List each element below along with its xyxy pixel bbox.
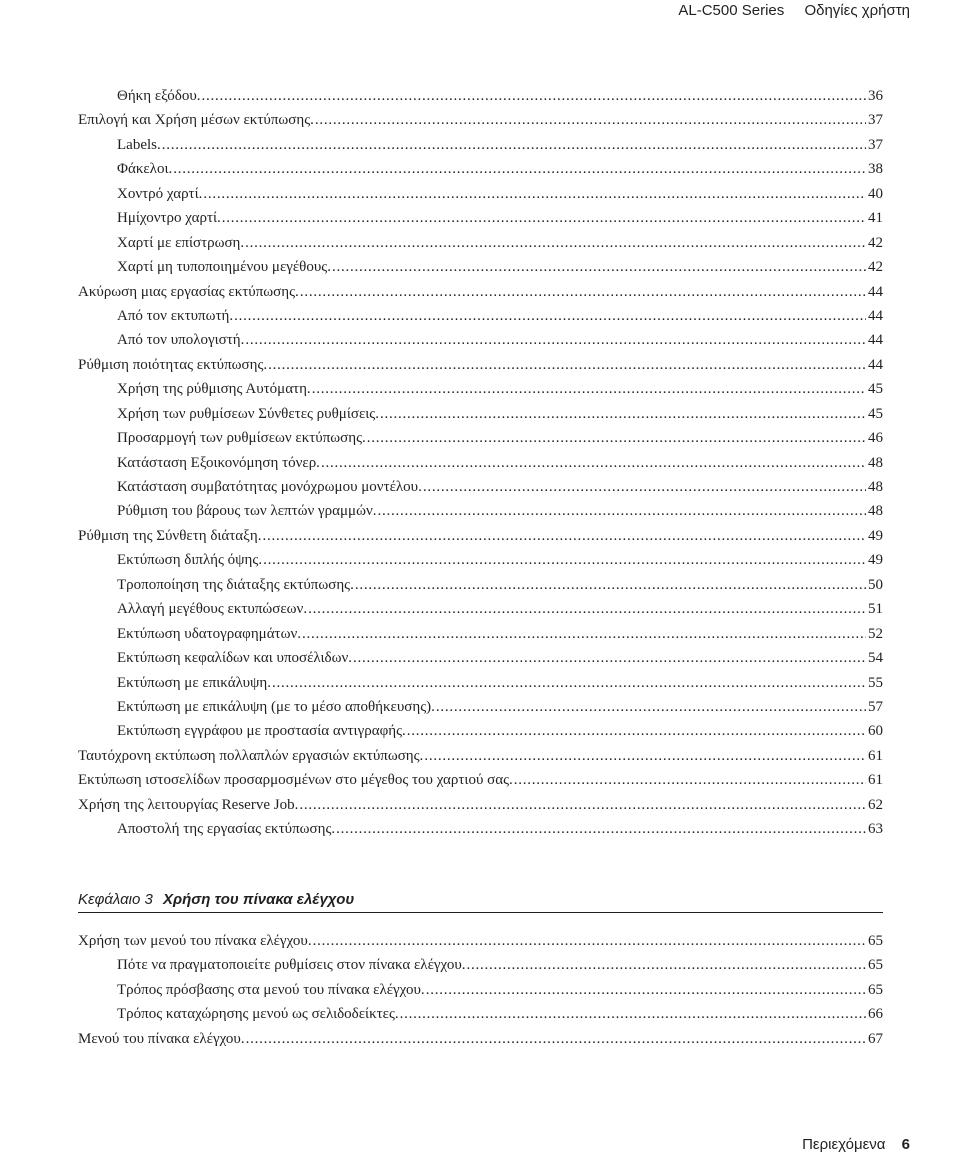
toc-entry-title: Χρήση των μενού του πίνακα ελέγχου.	[78, 933, 312, 949]
toc-entry-page: 51	[868, 601, 883, 618]
chapter-label: Κεφάλαιο 3	[78, 891, 153, 908]
toc-entry-title: Χρήση της λειτουργίας Reserve Job.	[78, 796, 299, 813]
toc-entry-title: Τρόπος καταχώρησης μενού ως σελιδοδείκτες.	[117, 1006, 399, 1023]
toc-entry-page: 63	[868, 821, 883, 838]
toc-entry-page: 61	[868, 772, 883, 789]
toc-entry-page: 44	[868, 283, 883, 300]
toc-entry-page: 67	[868, 1030, 883, 1047]
toc-entry-page: 48	[868, 454, 883, 471]
toc-entry-page: 41	[868, 210, 883, 227]
toc-entry-title: Εκτύπωση με επικάλυψη (με το μέσο αποθήκευσης).	[117, 698, 435, 715]
document-subtitle: Οδηγίες χρήστη	[804, 2, 910, 19]
toc-entry[interactable]	[78, 597, 883, 621]
toc-entry-page: 48	[868, 503, 883, 520]
toc-entry-title: Αλλαγή μεγέθους εκτυπώσεων.	[117, 601, 308, 618]
toc-entry[interactable]	[78, 978, 883, 1002]
toc-entry-title: Θήκη εξόδου.	[117, 88, 201, 104]
toc-dot-leader	[400, 1002, 866, 1026]
toc-entry-title: Κατάσταση συμβατότητας μονόχρωμου μοντέλου.	[117, 479, 422, 495]
toc-entry[interactable]	[78, 426, 883, 450]
toc-entry[interactable]	[78, 793, 883, 817]
toc-entry-title: Εκτύπωση ιστοσελίδων προσαρμοσμένων στο μέγεθος του χαρτιού σας.	[78, 772, 513, 789]
toc-entry[interactable]	[78, 451, 883, 475]
toc-list	[78, 84, 883, 842]
toc-entry-page: 44	[868, 307, 883, 324]
toc-dot-leader	[312, 377, 866, 401]
toc-dot-leader	[321, 451, 866, 475]
toc-entry-page: 40	[868, 185, 883, 202]
toc-dot-leader	[173, 157, 866, 181]
toc-entry-page: 46	[868, 430, 883, 447]
toc-dot-leader	[423, 475, 866, 499]
toc-entry[interactable]	[78, 719, 883, 743]
toc-entry-page: 65	[868, 981, 883, 998]
toc-entry-title: Τρόπος πρόσβασης στα μενού του πίνακα ελέγχου.	[117, 981, 425, 998]
toc-entry-title: Από τον εκτυπωτή.	[117, 307, 234, 324]
toc-entry[interactable]	[78, 231, 883, 255]
toc-entry-page: 45	[868, 405, 883, 422]
toc-entry-title: Εκτύπωση με επικάλυψη.	[117, 674, 271, 691]
toc-entry-title: Από τον υπολογιστή.	[117, 332, 245, 349]
toc-entry[interactable]	[78, 548, 883, 572]
toc-dot-leader	[467, 953, 866, 977]
toc-entry[interactable]	[78, 133, 883, 157]
toc-entry[interactable]	[78, 280, 883, 304]
toc-entry-page: 55	[868, 674, 883, 691]
toc-entry-page: 37	[868, 136, 883, 153]
toc-entry-page: 37	[868, 112, 883, 129]
toc-entry[interactable]	[78, 377, 883, 401]
toc-dot-leader	[514, 768, 866, 792]
toc-entry-page: 42	[868, 259, 883, 276]
toc-entry-page: 45	[868, 381, 883, 398]
toc-entry-title: Χρήση της ρύθμισης Αυτόματη.	[117, 381, 311, 398]
toc-dot-leader	[315, 108, 866, 132]
toc-entry-page: 57	[868, 698, 883, 715]
toc-entry[interactable]	[78, 84, 883, 108]
document-title: AL-C500 Series	[678, 2, 785, 19]
toc-entry-title: Εκτύπωση εγγράφου με προστασία αντιγραφής.	[117, 723, 406, 740]
chapter-title: Χρήση του πίνακα ελέγχου	[163, 891, 355, 908]
toc-entry-page: 36	[868, 88, 883, 104]
toc-dot-leader	[272, 671, 866, 695]
toc-entry-title: Πότε να πραγματοποιείτε ρυθμίσεις στον πίνακα ελέγχου.	[117, 957, 466, 974]
toc-entry-title: Χοντρό χαρτί.	[117, 185, 203, 202]
toc-entry[interactable]	[78, 304, 883, 328]
toc-list	[78, 929, 883, 1051]
toc-entry[interactable]	[78, 768, 883, 792]
toc-entry[interactable]	[78, 206, 883, 230]
toc-entry-page: 49	[868, 552, 883, 569]
toc-dot-leader	[234, 304, 866, 328]
toc-dot-leader	[222, 206, 866, 230]
toc-dot-leader	[424, 744, 866, 768]
toc-dot-leader	[246, 1027, 866, 1051]
toc-entry[interactable]	[78, 157, 883, 181]
toc-entry-title: Ρύθμιση ποιότητας εκτύπωσης.	[78, 356, 268, 373]
toc-entry[interactable]	[78, 524, 883, 548]
toc-entry[interactable]	[78, 622, 883, 646]
toc-entry[interactable]	[78, 646, 883, 670]
toc-entry-title: Φάκελοι.	[117, 161, 173, 178]
toc-entry-title: Χαρτί με επίστρωση.	[117, 234, 245, 251]
toc-entry-page: 61	[868, 747, 883, 764]
toc-dot-leader	[313, 929, 866, 953]
toc-dot-leader	[332, 255, 866, 279]
chapter-heading	[78, 888, 883, 913]
toc-entry[interactable]	[78, 953, 883, 977]
toc-entry-page: 52	[868, 625, 883, 642]
toc-dot-leader	[245, 231, 866, 255]
toc-entry-title: Χρήση των ρυθμίσεων Σύνθετες ρυθμίσεις.	[117, 405, 379, 422]
toc-entry-page: 62	[868, 796, 883, 813]
toc-entry-title: Μενού του πίνακα ελέγχου.	[78, 1030, 245, 1047]
toc-entry[interactable]	[78, 353, 883, 377]
toc-dot-leader	[407, 719, 866, 743]
toc-dot-leader	[300, 280, 866, 304]
toc-entry[interactable]	[78, 475, 883, 499]
toc-entry[interactable]	[78, 108, 883, 132]
toc-entry-page: 44	[868, 356, 883, 373]
toc-entry-title: Εκτύπωση διπλής όψης.	[117, 552, 263, 569]
toc-entry-title: Εκτύπωση κεφαλίδων και υποσέλιδων.	[117, 650, 353, 667]
toc-entry[interactable]	[78, 817, 883, 841]
toc-entry-title: Ημίχοντρο χαρτί.	[117, 210, 221, 227]
toc-entry[interactable]	[78, 744, 883, 768]
toc-entry-page: 65	[868, 957, 883, 974]
toc-entry-title: Κατάσταση Εξοικονόμηση τόνερ.	[117, 454, 320, 471]
page-number: 6	[901, 1136, 910, 1153]
toc-dot-leader	[367, 426, 866, 450]
toc-entry-title: Εκτύπωση υδατογραφημάτων.	[117, 625, 301, 642]
toc-entry-page: 38	[868, 161, 883, 178]
toc-entry-title: Χαρτί μη τυποποιημένου μεγέθους.	[117, 259, 331, 276]
toc-dot-leader	[377, 499, 866, 523]
footer-section: Περιεχόμενα	[802, 1136, 886, 1153]
toc-entry-title: Ρύθμιση του βάρους των λεπτών γραμμών.	[117, 503, 377, 520]
toc-entry[interactable]	[78, 182, 883, 206]
toc-dot-leader	[162, 133, 866, 157]
toc-entry[interactable]	[78, 573, 883, 597]
toc-entry-page: 42	[868, 234, 883, 251]
toc-entry[interactable]	[78, 328, 883, 352]
toc-entry-page: 54	[868, 650, 883, 667]
toc-dot-leader	[262, 524, 866, 548]
toc-dot-leader	[436, 695, 866, 719]
toc-entry-page: 65	[868, 933, 883, 949]
toc-entry-title: Επιλογή και Χρήση μέσων εκτύπωσης.	[78, 112, 314, 129]
toc-entry-title: Ταυτόχρονη εκτύπωση πολλαπλών εργασιών εκτύπωσης.	[78, 747, 424, 764]
toc-entry-page: 50	[868, 576, 883, 593]
toc-entry[interactable]	[78, 499, 883, 523]
toc-entry[interactable]	[78, 402, 883, 426]
toc-dot-leader	[426, 978, 866, 1002]
toc-dot-leader	[268, 353, 866, 377]
page-header	[678, 0, 910, 22]
toc-entry-page: 49	[868, 527, 883, 544]
toc-dot-leader	[355, 573, 866, 597]
toc-dot-leader	[353, 646, 866, 670]
toc-entry-page: 44	[868, 332, 883, 349]
toc-dot-leader	[245, 328, 866, 352]
toc-entry[interactable]	[78, 255, 883, 279]
toc-entry-title: Αποστολή της εργασίας εκτύπωσης.	[117, 821, 336, 838]
toc-entry[interactable]	[78, 929, 883, 953]
toc-dot-leader	[302, 622, 866, 646]
toc-dot-leader	[202, 84, 866, 108]
toc-entry-title: Ρύθμιση της Σύνθετη διάταξη.	[78, 527, 262, 544]
toc-entry-page: 66	[868, 1006, 883, 1023]
toc-dot-leader	[263, 548, 866, 572]
page-footer	[802, 1133, 910, 1157]
toc-dot-leader	[203, 182, 866, 206]
toc-entry-title: Τροποποίηση της διάταξης εκτύπωσης.	[117, 576, 354, 593]
toc-entry-title: Ακύρωση μιας εργασίας εκτύπωσης.	[78, 283, 299, 300]
toc-dot-leader	[380, 402, 866, 426]
toc-entry[interactable]	[78, 695, 883, 719]
toc-entry[interactable]	[78, 1002, 883, 1026]
toc-dot-leader	[336, 817, 866, 841]
toc-entry-title: Προσαρμογή των ρυθμίσεων εκτύπωσης.	[117, 430, 366, 447]
toc-entry[interactable]	[78, 1027, 883, 1051]
toc-entry-page: 48	[868, 479, 883, 495]
toc-dot-leader	[308, 597, 866, 621]
toc-entry[interactable]	[78, 671, 883, 695]
toc-entry-title: Labels.	[117, 136, 161, 153]
toc-entry-page: 60	[868, 723, 883, 740]
toc-dot-leader	[299, 793, 866, 817]
